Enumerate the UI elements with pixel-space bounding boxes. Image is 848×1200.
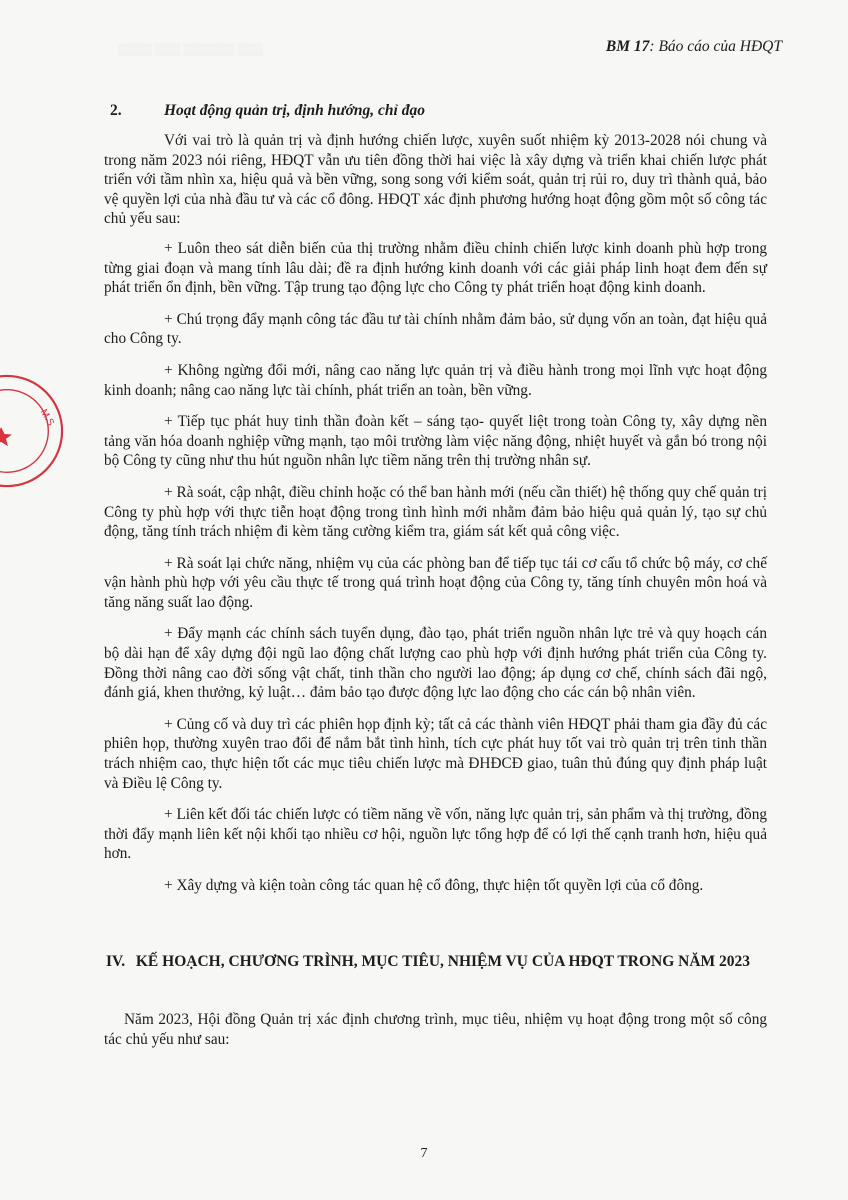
section-2-title: Hoạt động quản trị, định hướng, chỉ đạo <box>164 102 425 119</box>
section-4-intro: Năm 2023, Hội đồng Quản trị xác định chương trình, mục tiêu, nhiệm vụ hoạt động trong một số công tác chủ yếu như sau: <box>104 1011 767 1048</box>
bullet-item: + Không ngừng đổi mới, nâng cao năng lực quản trị và điều hành trong mọi lĩnh vực hoạt động kinh doanh; nâng cao năng lực tài chính, phát triển an toàn, bền vững. <box>104 361 767 399</box>
bullet-item: + Chú trọng đẩy mạnh công tác đầu tư tài chính nhằm đảm bảo, sử dụng vốn an toàn, đạt hiệu quả cho Công ty. <box>104 310 767 348</box>
section-2-heading <box>110 102 425 120</box>
bullet-item: + Luôn theo sát diễn biến của thị trường nhằm điều chỉnh chiến lược kinh doanh phù hợp trong từng giai đoạn và mang tính lâu dài; đề ra định hướng kinh doanh với các giải pháp linh hoạt đem đến sự phát triển ổn định, bền vững. Tập trung tạo động lực cho Công ty phát triển hoạt động kinh doanh. <box>104 239 767 297</box>
bleed-through: ▒▒▒ ▒▒▒▒▒▒ ▒▒▒ ▒▒▒▒ <box>118 42 264 56</box>
bullet-item: + Liên kết đối tác chiến lược có tiềm năng về vốn, năng lực quản trị, sản phẩm và thị trường, đồng thời đẩy mạnh liên kết nội khối tạo nhiều cơ hội, nguồn lực tổng hợp để có lợi thế cạnh tranh hơn, hiệu quả hơn. <box>104 806 767 863</box>
bullet-item: + Xây dựng và kiện toàn công tác quan hệ cổ đông, thực hiện tốt quyền lợi của cổ đông. <box>164 877 704 894</box>
page-number: 7 <box>420 1146 428 1161</box>
form-header <box>606 38 782 56</box>
section-4-title: KẾ HOẠCH, CHƯƠNG TRÌNH, MỤC TIÊU, NHIỆM VỤ CỦA HĐQT TRONG NĂM 2023 <box>135 953 751 970</box>
bullet-item: + Củng cố và duy trì các phiên họp định kỳ; tất cả các thành viên HĐQT phải tham gia đầy đủ các phiên họp, thường xuyên trao đổi để nắm bắt tình hình, tích cực phát huy tốt vai trò quản trị trên tinh thần trách nhiệm cao, thực hiện tốt các mục tiêu chiến lược mà ĐHĐCĐ giao, tuân thủ đúng quy định pháp luật và Điều lệ Công ty. <box>104 715 767 792</box>
company-stamp <box>0 372 66 490</box>
section-4-number: IV. <box>106 953 126 970</box>
bullet-item: + Đẩy mạnh các chính sách tuyển dụng, đào tạo, phát triển nguồn nhân lực trẻ và quy hoạch cán bộ dài hạn để xây dựng đội ngũ lao động chất lượng cao phù hợp với định hướng phát triển của Công ty. Đồng thời nâng cao đời sống vật chất, tinh thần cho người lao động; áp dụng cơ chế, chính sách đãi ngộ, đánh giá, khen thưởng, kỷ luật… đảm bảo tạo được động lực lao động cho các cán bộ nhân viên. <box>104 625 767 702</box>
section-2-intro: Với vai trò là quản trị và định hướng chiến lược, xuyên suốt nhiệm kỳ 2013-2028 nói chung và trong năm 2023 nói riêng, HĐQT vẫn ưu tiên đồng thời hai việc là xây dựng và triển khai chiến lược phát triển với tầm nhìn xa, hiệu quả và bền vững, song song với kiểm soát, quản trị rủi ro, duy trì thành quả, bảo vệ quyền lợi của nhà đầu tư và các cổ đông. HĐQT xác định phương hướng hoạt động gồm một số công tác chủ yếu sau: <box>104 132 767 228</box>
bullet-item: + Rà soát, cập nhật, điều chỉnh hoặc có thể ban hành mới (nếu cần thiết) hệ thống quy chế quản trị Công ty phù hợp với thực tiễn hoạt động trong tình hình mới nhằm đảm bảo hiệu quả quản lý, tạo sự chủ động, tăng tính trách nhiệm đi kèm tăng cường kiểm tra, giám sát kết quả công việc. <box>104 483 767 541</box>
form-title: : Báo cáo của HĐQT <box>649 38 782 55</box>
section-2-number: 2. <box>110 102 122 119</box>
section-2-body <box>104 131 767 908</box>
bullet-item: + Rà soát lại chức năng, nhiệm vụ của các phòng ban để tiếp tục tái cơ cấu tổ chức bộ máy, cơ chế vận hành phù hợp với yêu cầu thực tế trong quá trình hoạt động của Công ty, tăng tính chuyên môn hoá và tăng năng suất lao động. <box>104 554 767 611</box>
stamp-text: M.S <box>37 407 57 428</box>
bullet-item: + Tiếp tục phát huy tinh thần đoàn kết – sáng tạo- quyết liệt trong toàn Công ty, xây dựng nền tảng văn hóa doanh nghiệp vững mạnh, tạo môi trường làm việc năng động, nhiệt huyết và gắn bó trong nội bộ Công ty cũng như thu hút nguồn nhân lực tiềm năng trên thị trường nhân sự. <box>104 413 767 470</box>
form-code: BM 17 <box>605 38 650 55</box>
section-4-heading <box>106 952 766 972</box>
